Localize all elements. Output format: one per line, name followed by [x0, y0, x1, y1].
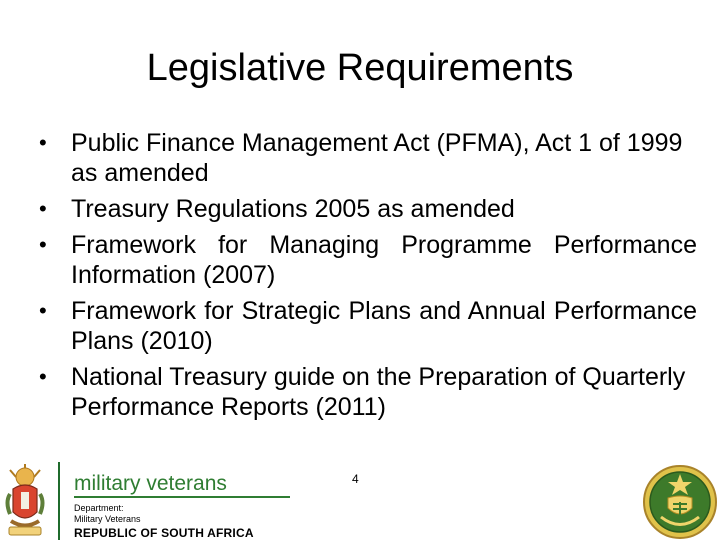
- department-name: Military Veterans: [74, 514, 141, 524]
- bullet-text: Framework for Strategic Plans and Annual Performance Plans (2010): [71, 297, 697, 355]
- country-name: REPUBLIC OF SOUTH AFRICA: [74, 526, 254, 540]
- bullet-text: Framework for Managing Programme Performance Information (2007): [71, 231, 697, 289]
- bullet-list: [39, 128, 697, 428]
- footer-divider: [58, 462, 60, 540]
- bullet-item: [39, 128, 697, 188]
- brand-underline: [74, 496, 290, 498]
- bullet-text: Treasury Regulations 2005 as amended: [71, 195, 515, 223]
- page-number: 4: [352, 472, 359, 486]
- bullet-dot-icon: •: [39, 130, 47, 155]
- bullet-item: [39, 194, 697, 224]
- department-label: Department:: [74, 503, 124, 513]
- bullet-dot-icon: •: [39, 364, 47, 389]
- slide-title: Legislative Requirements: [146, 47, 574, 89]
- brand-name: military veterans: [74, 472, 227, 495]
- bullet-text: National Treasury guide on the Preparation of Quarterly Performance Reports (2011): [71, 363, 686, 421]
- coat-of-arms-icon: [2, 464, 48, 538]
- bullet-dot-icon: •: [39, 196, 47, 221]
- bullet-dot-icon: •: [39, 298, 47, 323]
- bullet-item: [39, 296, 697, 356]
- bullet-dot-icon: •: [39, 232, 47, 257]
- bullet-item: [39, 362, 697, 422]
- military-veterans-badge-icon: [642, 464, 718, 540]
- bullet-item: [39, 230, 697, 290]
- bullet-text: Public Finance Management Act (PFMA), Act 1 of 1999 as amended: [71, 129, 683, 187]
